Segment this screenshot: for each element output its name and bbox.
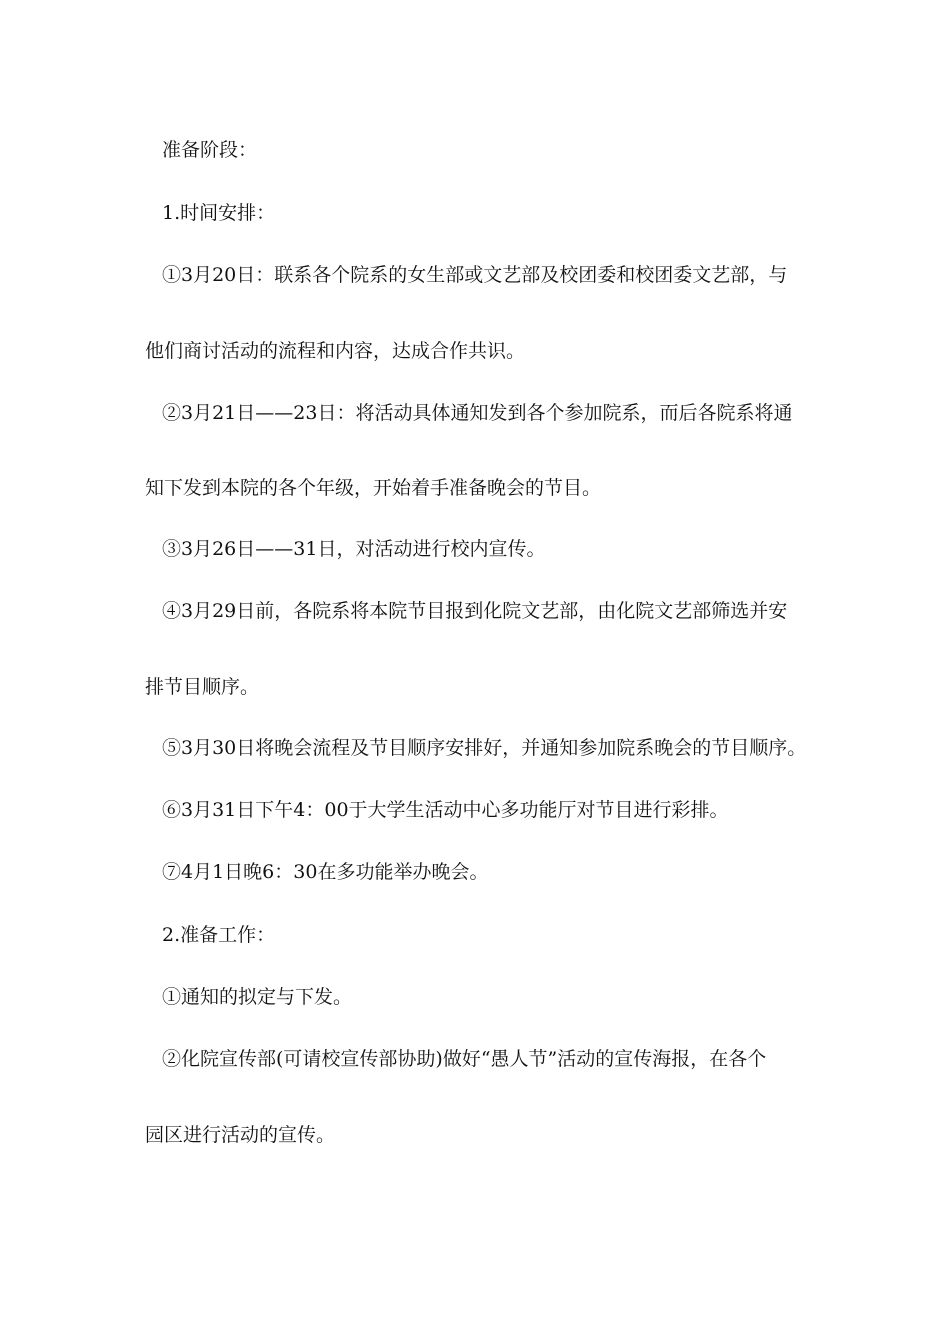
paragraph-line: 他们商讨活动的流程和内容，达成合作共识。 — [145, 340, 526, 362]
section-heading-preparation: 准备阶段： — [162, 139, 258, 161]
paragraph-line: 知下发到本院的各个年级，开始着手准备晚会的节目。 — [145, 477, 602, 499]
paragraph-line: ①通知的拟定与下发。 — [162, 986, 353, 1008]
paragraph-line: ⑦4月1日晚6：30在多功能举办晚会。 — [162, 861, 489, 883]
paragraph-line: ⑥3月31日下午4：00于大学生活动中心多功能厅对节目进行彩排。 — [162, 799, 729, 821]
paragraph-line: ③3月26日——31日，对活动进行校内宣传。 — [162, 538, 546, 560]
paragraph-line: ④3月29日前，各院系将本院节目报到化院文艺部，由化院文艺部筛选并安 — [162, 600, 788, 622]
paragraph-line: ①3月20日：联系各个院系的女生部或文艺部及校团委和校团委文艺部，与 — [162, 264, 788, 286]
paragraph-line: 园区进行活动的宣传。 — [145, 1124, 336, 1146]
paragraph-line: ⑤3月30日将晚会流程及节目顺序安排好，并通知参加院系晚会的节目顺序。 — [162, 737, 807, 759]
paragraph-line: ②3月21日——23日：将活动具体通知发到各个参加院系，而后各院系将通 — [162, 402, 793, 424]
subheading-preparation-work: 2.准备工作： — [162, 924, 276, 946]
paragraph-line: ②化院宣传部(可请校宣传部协助)做好“愚人节”活动的宣传海报，在各个 — [162, 1048, 767, 1070]
paragraph-line: 排节目顺序。 — [145, 676, 260, 698]
subheading-time-schedule: 1.时间安排： — [162, 202, 276, 224]
